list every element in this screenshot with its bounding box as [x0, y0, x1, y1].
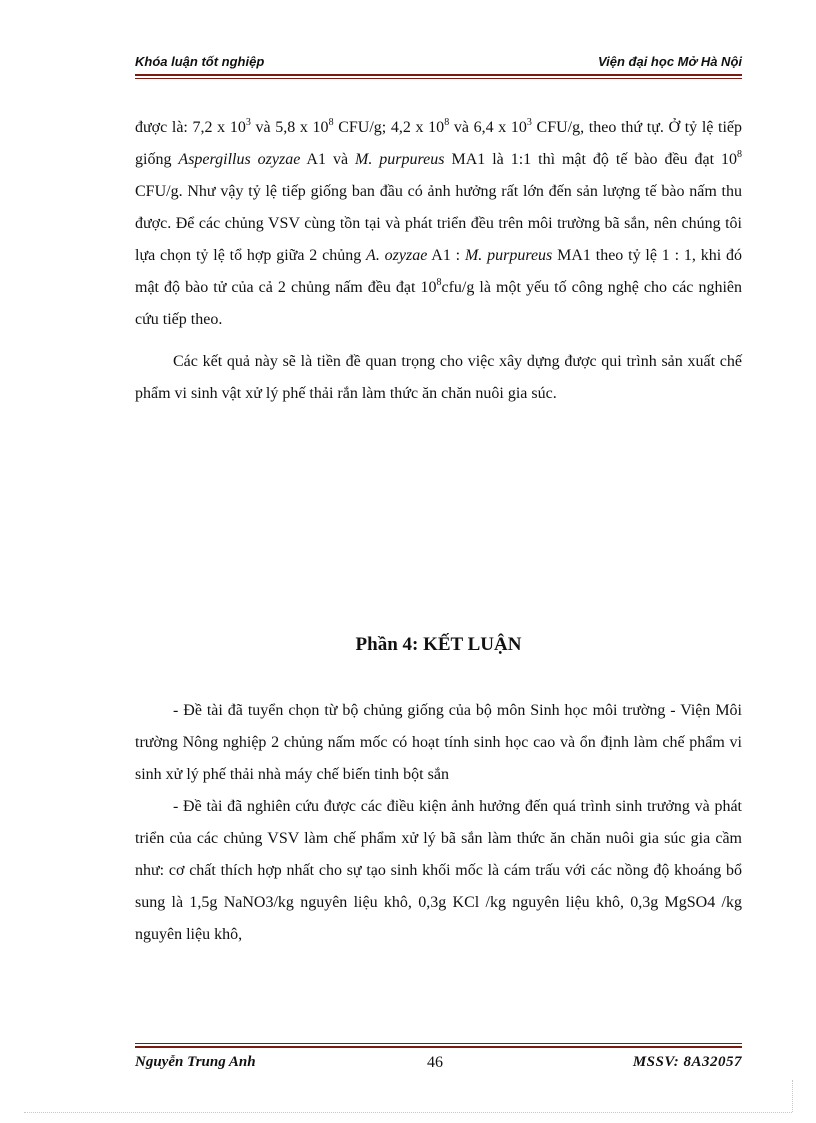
header-rule [135, 74, 742, 80]
paragraph-significance: Các kết quả này sẽ là tiền đề quan trọng cho việc xây dựng được qui trình sản xuất chế phẩm vi sinh vật xử lý phế thải rắn làm thức ăn chăn nuôi gia súc. [135, 353, 742, 402]
header-institution: Viện đại học Mở Hà Nội [597, 54, 742, 69]
page-edge-bottom [24, 1112, 792, 1113]
section-title: Phần 4: KẾT LUẬN [355, 634, 522, 655]
conclusion-item: - Đề tài đã nghiên cứu được các điều kiện ảnh hưởng đến quá trình sinh trưởng và phát triển của các chủng VSV làm chế phẩm xử lý bã sắn làm thức ăn chăn nuôi gia súc gia cầm như: cơ chất thích hợp nhất cho sự tạo sinh khối mốc là cám trấu với các nồng độ khoáng bổ sung là 1,5g NaNO3/kg nguyên liệu khô, 0,3g KCl /kg nguyên liệu khô, 0,3g MgSO4 /kg nguyên liệu khô, [135, 798, 742, 943]
paragraph-results: được là: 7,2 x $10^3$ và 5,8 x $10^8$ CFU/g; 4,2 x $10^8$ và 6,4 x $10^3$ CFU/g, theo thứ tự. Ở tỷ lệ tiếp giống Aspergillus ozyzae A1 và M. purpureus MA1 là 1:1 thì mật độ tế bào đều đạt $10^8$ CFU/g. Như vậy tỷ lệ tiếp giống ban đầu có ảnh hưởng rất lớn đến sản lượng tế bào nấm thu được. Để các chủng VSV cùng tồn tại và phát triển đều trên môi trường bã sắn, nên chúng tôi lựa chọn tỷ lệ tổ hợp giữa 2 chủng A. ozyzae A1 : M. purpureus MA1 theo tỷ lệ 1 : 1, khi đó mật độ bào tử của cả 2 chủng nấm đều đạt $10^8cfu/g$ là một yếu tố công nghệ cho các nghiên cứu tiếp theo. [135, 117, 743, 328]
footer-rule [135, 1043, 742, 1049]
conclusions-list [135, 695, 742, 951]
page-edge-right [792, 1080, 793, 1112]
page-number: 46 [427, 1054, 443, 1071]
conclusion-item: - Đề tài đã tuyển chọn từ bộ chủng giống của bộ môn Sinh học môi trường - Viện Môi trường Nông nghiệp 2 chủng nấm mốc có hoạt tính sinh học cao và ổn định làm chế phẩm vi sinh xử lý phế thải nhà máy chế biến tinh bột sắn [135, 702, 742, 783]
body-text [135, 112, 742, 410]
footer-author: Nguyễn Trung Anh [135, 1054, 256, 1070]
footer-student-id: MSSV: 8A32057 [632, 1054, 742, 1070]
header-thesis-label: Khóa luận tốt nghiệp [135, 54, 265, 69]
